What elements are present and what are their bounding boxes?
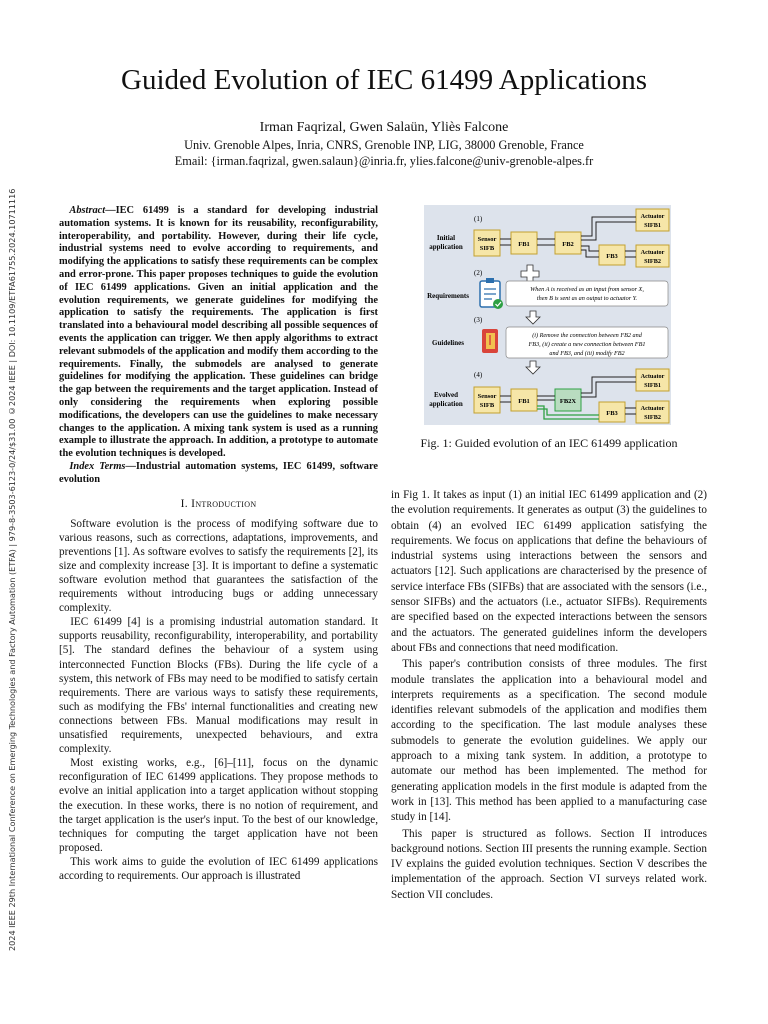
figure-1-diagram bbox=[424, 205, 671, 425]
guideline-text: (i) Remove the connection between FB2 and bbox=[532, 332, 642, 339]
body-paragraph: Most existing works, e.g., [6]–[11], focus on the dynamic reconfiguration of IEC 61499 applications. They propose methods to evolve an initial application into a target application without stopping the execution. In these works, there is no notion of requirement, and the target application is the user's input. To the best of our knowledge, techniques for computing the target application have not been proposed. bbox=[59, 757, 378, 854]
fb1-block-evolved bbox=[511, 389, 537, 411]
fb3-block-evolved bbox=[599, 402, 625, 422]
actuator1-block-evolved bbox=[636, 369, 669, 391]
actuator-label-2: SIFB1 bbox=[644, 382, 661, 389]
requirement-box bbox=[506, 281, 668, 306]
section-heading-introduction bbox=[59, 497, 378, 511]
step-label-2: (2) bbox=[474, 269, 483, 277]
sensor-label-2: SIFB bbox=[479, 245, 495, 252]
requirement-text: When A is received as an input from sensor X, bbox=[530, 286, 644, 293]
clipboard-check-icon bbox=[480, 278, 503, 309]
guideline-text-3: and FB3, and (iii) modify FB2 bbox=[549, 350, 625, 357]
index-terms-text: —Industrial automation systems, IEC 61499, software evolution bbox=[59, 460, 378, 485]
fb3-label: FB3 bbox=[606, 410, 618, 417]
row-label-initial-2: application bbox=[429, 243, 463, 251]
paper-title: Guided Evolution of IEC 61499 Applications bbox=[121, 64, 647, 96]
sensor-label-2: SIFB bbox=[479, 402, 495, 409]
actuator-label-2: SIFB1 bbox=[644, 222, 661, 229]
body-paragraph: IEC 61499 [4] is a promising industrial automation standard. It supports reusability, reconfigurability, interoperability, and portability [5]. The standard defines the behaviour of a system using interconnected Function Blocks (FBs). During the life cycle of a system, this network of FBs may need to be modified to satisfy certain requirements. There are various ways to satisfy these requirements, such as modifying the FBs' internal functionalities and creating new connections between FBs. Manual modifications may result in unsatisfied requirements, unexpected behaviours, and extra complexity. bbox=[59, 616, 378, 756]
left-column bbox=[59, 205, 378, 883]
sensor-label: Sensor bbox=[477, 393, 497, 400]
index-terms bbox=[59, 461, 378, 487]
figure-panel bbox=[424, 205, 671, 425]
actuator-label: Actuator bbox=[640, 373, 665, 380]
section-numeral: I. bbox=[180, 496, 188, 510]
body-paragraph: This paper is structured as follows. Section II introduces background notions. Section III presents the running example. Section IV explains the guided evolution techniques. Section V describes the implementation of the approach. Section VI surveys related work. Section VII concludes. bbox=[391, 827, 707, 901]
body-paragraph: This work aims to guide the evolution of IEC 61499 applications according to requirements. Our approach is illustrated bbox=[59, 855, 378, 882]
body-paragraph: Software evolution is the process of modifying software due to various reasons, such as corrections, adaptations, improvements, and preventions [1]. As software evolves to satisfy the requirements [2], its size and complexity increase [3]. It is important to define a systematic software evolution method that guarantees the satisfaction of the requirements without introducing bugs or adding unnecessary complexity. bbox=[59, 517, 378, 615]
abstract-text: —IEC 61499 is a standard for developing industrial automation systems. It is known for its reusability, reconfigurability, interoperability, and portability. However, during their life cycle, industrial systems need to evolve according to requirements, and modifying the applications to satisfy these requirements can be complex and error-prone. This paper proposes techniques to guide the evolution of IEC 61499 applications. Given an initial application and the evolution requirements, we generate guidelines for modifying the application to satisfy the requirements. The application is first translated into a behavioural model describing all possible sequences of events the application can trigger. We then apply algorithms to extract relevant submodels of the application and modify them according to the requirements. Finally, the submodels are analysed to generate guidelines for modifying the application. These guidelines can bridge the gap between the requirements and the target application. Instead of only considering the requirements when exploring possible modifications, the developers can use the guidelines to make necessary changes to the application. A mixing tank system is used as a running example to illustrate the approach. In addition, a prototype to automate the evolution techniques is developed. bbox=[59, 205, 378, 460]
copyright-side-note: 2024 IEEE 29th International Conference on Emerging Technologies and Factory Automation (ETFA) | 979-8-3503-6123-0/24/$31.00 ©2024 IEEE | DOI: 10.1109/ETFA61755.2024.10711116 bbox=[7, 188, 17, 951]
actuator1-block-initial bbox=[636, 209, 669, 231]
step-label-3: (3) bbox=[474, 316, 483, 324]
row-label-initial: Initial bbox=[436, 234, 456, 242]
guideline-text-2: FB3, (ii) create a new connection between FB1 bbox=[528, 341, 646, 348]
right-column bbox=[391, 488, 707, 904]
fb1-label: FB1 bbox=[518, 398, 530, 405]
book-icon bbox=[482, 329, 498, 353]
section-title: Introduction bbox=[191, 496, 257, 510]
index-terms-label: Index Terms bbox=[69, 460, 126, 472]
actuator-label: Actuator bbox=[640, 213, 665, 220]
figure-caption: Fig. 1: Guided evolution of an IEC 61499 application bbox=[420, 436, 678, 450]
fb2x-block-evolved bbox=[555, 389, 581, 411]
abstract-label: Abstract bbox=[69, 205, 106, 216]
actuator-label: Actuator bbox=[640, 405, 665, 412]
fb1-block-initial bbox=[511, 232, 537, 254]
authors: Irman Faqrizal, Gwen Salaün, Yliès Falcone bbox=[259, 120, 509, 135]
sensor-block-evolved bbox=[474, 387, 500, 413]
step-label-1: (1) bbox=[474, 215, 483, 223]
row-label-guidelines: Guidelines bbox=[432, 339, 464, 347]
requirement-text-2: then B is sent as an output to actuator Y. bbox=[536, 295, 638, 302]
fb3-label: FB3 bbox=[606, 253, 618, 260]
email-line: Email: {irman.faqrizal, gwen.salaun}@inria.fr, ylies.falcone@univ-grenoble-alpes.fr bbox=[174, 154, 594, 168]
sensor-block-initial bbox=[474, 230, 500, 256]
actuator-label-2: SIFB2 bbox=[644, 258, 661, 265]
fb1-label: FB1 bbox=[518, 241, 530, 248]
affiliation: Univ. Grenoble Alpes, Inria, CNRS, Grenoble INP, LIG, 38000 Grenoble, France bbox=[184, 138, 584, 152]
abstract bbox=[59, 205, 378, 461]
fb2-label: FB2 bbox=[562, 241, 574, 248]
row-label-requirements: Requirements bbox=[427, 292, 469, 300]
sensor-label: Sensor bbox=[477, 236, 497, 243]
fb2-block-initial bbox=[555, 232, 581, 254]
fb3-block-initial bbox=[599, 245, 625, 265]
body-paragraph: This paper's contribution consists of three modules. The first module translates the application into a behavioural model and interprets requirements as a specification. The second module identifies relevant submodels of the application and modifies them according to the specification. The last module analyses these submodels to generate the evolution guidelines. We apply our approach to a mixing tank system. In addition, a prototype to automate our method has been implemented. The method for generating application models in the first module is adapted from the work in [13]. This method has been applied to a manufacturing case study in [14]. bbox=[391, 658, 707, 824]
figure-1 bbox=[424, 205, 671, 425]
actuator-label-2: SIFB2 bbox=[644, 414, 661, 421]
step-label-4: (4) bbox=[474, 371, 483, 379]
row-label-evolved-2: application bbox=[429, 400, 463, 408]
row-label-evolved: Evolved bbox=[433, 391, 459, 399]
actuator2-block-evolved bbox=[636, 401, 669, 423]
actuator2-block-initial bbox=[636, 245, 669, 267]
body-paragraph: in Fig 1. It takes as input (1) an initial IEC 61499 application and (2) the evolution requirements. It generates as output (3) the guidelines to obtain (4) an evolved IEC 61499 application satisfying the requirements. We focus on applications that define the behaviours of industrial systems using interactions between the sensors and actuators [12]. Such applications are characterised by the presence of service interface FBs (SIFBs) that are associated with the sensors (i.e., sensor SIFBs) and the actuators (i.e., actuator SIFBs). Requirements are specified based on the expected interactions between the sensors and the actuators. The generated guidelines inform the developers about FBs and connections that need modification. bbox=[391, 489, 707, 654]
fb2x-label: FB2X bbox=[559, 398, 577, 405]
actuator-label: Actuator bbox=[640, 249, 665, 256]
